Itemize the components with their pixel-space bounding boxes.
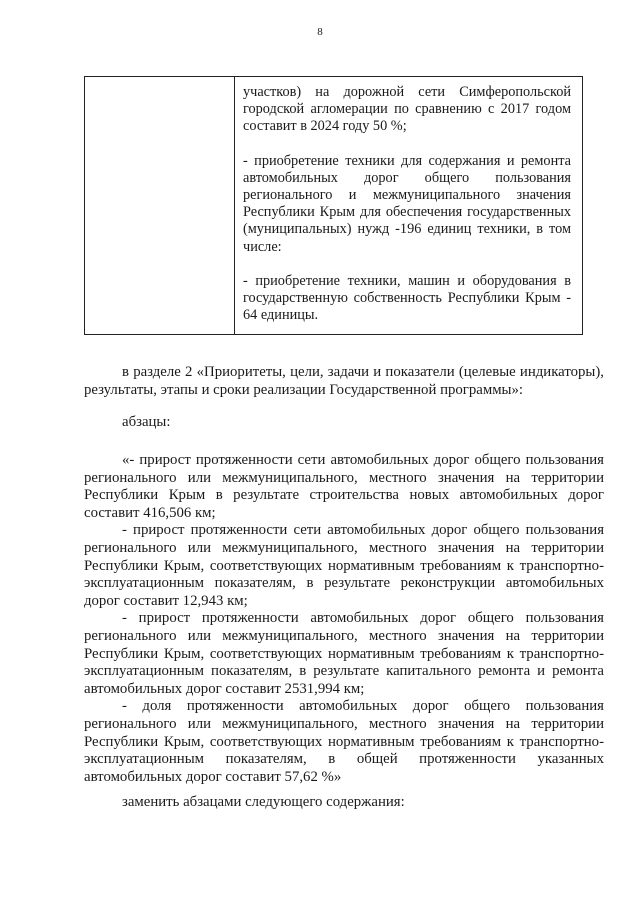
section-intro-block — [84, 364, 604, 399]
table-left-cell — [85, 77, 235, 335]
abzatsy-label: абзацы: — [122, 414, 171, 430]
table-right-cell — [235, 77, 583, 335]
table-cell-paragraph: - приобретение техники, машин и оборудования в государственную собственность Республики Крым - 64 единицы. — [243, 272, 571, 324]
table-cell-paragraph: участков) на дорожной сети Симферопольской городской агломерации по сравнению с 2017 годом составит в 2024 году 50 %; — [243, 84, 571, 135]
continuation-table — [84, 76, 583, 335]
quoted-paragraph: - прирост протяженности автомобильных дорог общего пользования регионального или межмуниципального, местного значения на территории Республики Крым, соответствующих нормативным требованиям к транспортно-эксплуатационным показателям, в результате капитального ремонта и ремонта автомобильных дорог составит 2531,994 км; — [84, 610, 604, 697]
replace-block — [84, 794, 604, 812]
table-cell-paragraph: - приобретение техники для содержания и ремонта автомобильных дорог общего пользования регионального и межмуниципального значения Республики Крым для обеспечения государственных (муниципальных) нужд -196 единиц техники, в том числе: — [243, 152, 571, 255]
section-intro: в разделе 2 «Приоритеты, цели, задачи и показатели (целевые индикаторы), результаты, этапы и сроки реализации Государственной программы»: — [84, 364, 604, 398]
quoted-paragraph: «- прирост протяженности сети автомобильных дорог общего пользования регионального или межмуниципального, местного значения на территории Республики Крым в результате строительства новых автомобильных дорог составит 416,506 км; — [84, 452, 604, 521]
quoted-paragraph: - доля протяженности автомобильных дорог общего пользования регионального или межмуниципального, местного значения на территории Республики Крым, соответствующих нормативным требованиям к транспортно-эксплуатационным показателям, в общей протяженности указанных автомобильных дорог составит 57,62 %» — [84, 698, 604, 785]
quoted-paragraphs — [84, 452, 604, 786]
replace-instruction: заменить абзацами следующего содержания: — [122, 794, 405, 810]
quoted-paragraph: - прирост протяженности сети автомобильных дорог общего пользования регионального или межмуниципального, местного значения на территории Республики Крым, соответствующих нормативным требованиям к транспортно-эксплуатационным показателям, в результате реконструкции автомобильных дорог составит 12,943 км; — [84, 522, 604, 609]
abzatsy-block — [84, 414, 604, 432]
page-number: 8 — [317, 26, 323, 38]
